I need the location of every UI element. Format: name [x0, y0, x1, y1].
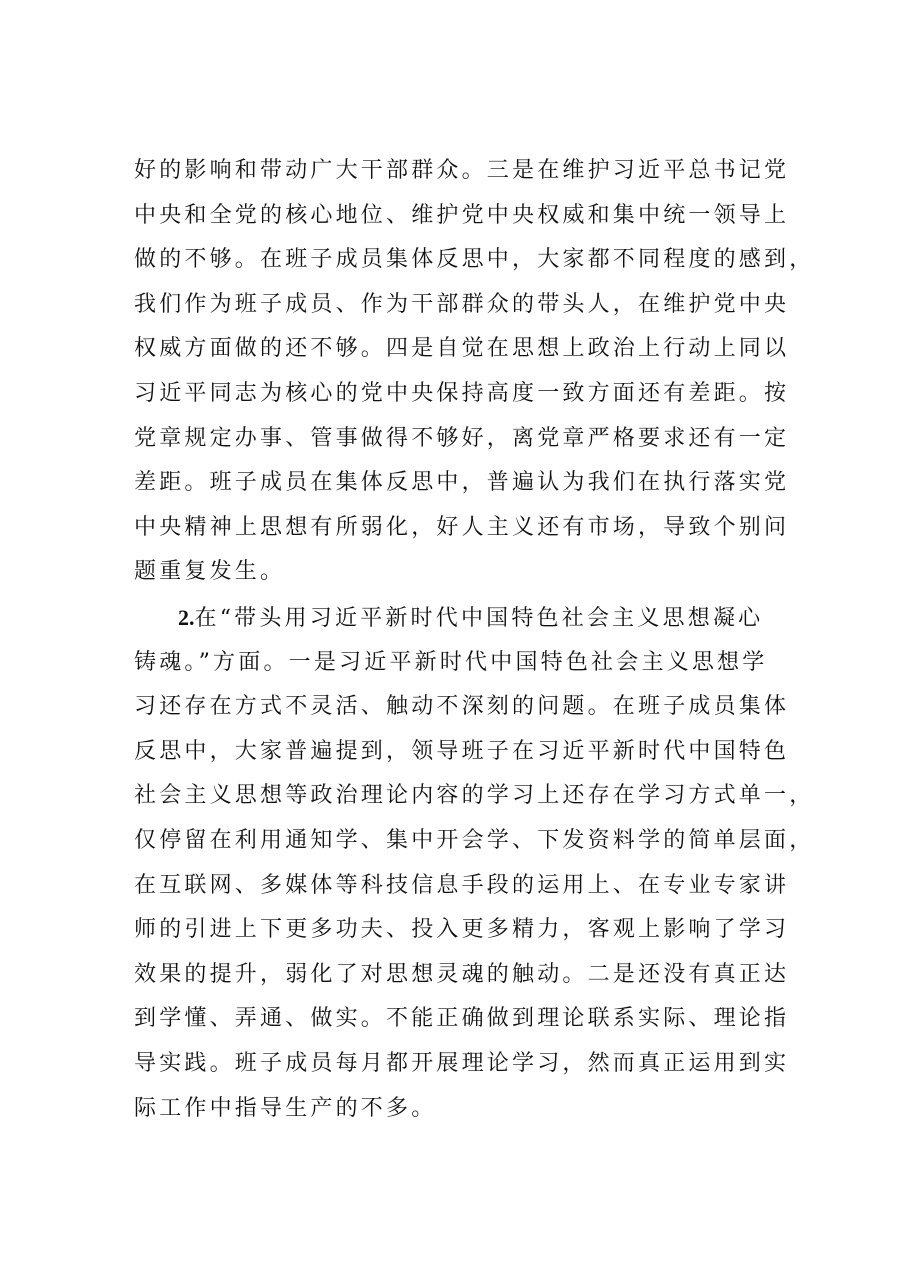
text-line: 到学懂、弄通、做实。不能正确做到理论联系实际、理论指: [134, 1006, 790, 1032]
text-line: 党章规定办事、管事做得不够好，离党章严格要求还有一定: [134, 425, 790, 451]
text-line: 铸魂。”方面。一是习近平新时代中国特色社会主义思想学: [134, 649, 768, 675]
text-line: 好的影响和带动广大干部群众。三是在维护习近平总书记党: [134, 158, 790, 183]
text-line: 权威方面做的还不够。四是自觉在思想上政治上行动上同以: [134, 336, 790, 362]
text-line: 在“带头用习近平新时代中国特色社会主义思想凝心: [194, 606, 764, 631]
paragraph-first-line: [134, 596, 794, 641]
text-line: 反思中，大家普遍提到，领导班子在习近平新时代中国特色: [134, 738, 790, 764]
section-number: 2.: [178, 605, 195, 630]
text-line: 际工作中指导生产的不多。: [134, 1095, 437, 1121]
paragraph-1: [134, 149, 815, 595]
text-line: 在互联网、多媒体等科技信息手段的运用上、在专业专家讲: [134, 872, 790, 898]
text-line: 中央和全党的核心地位、维护党中央权威和集中统一领导上: [134, 202, 790, 228]
text-line: 我们作为班子成员、作为干部群众的带头人，在维护党中央: [134, 291, 790, 317]
text-line: 做的不够。在班子成员集体反思中，大家都不同程度的感到，: [134, 247, 815, 273]
text-line: 差距。班子成员在集体反思中，普遍认为我们在执行落实党: [134, 470, 790, 496]
text-line: 效果的提升，弱化了对思想灵魂的触动。二是还没有真正达: [134, 961, 790, 987]
text-line: 习还存在方式不灵活、触动不深刻的问题。在班子成员集体: [134, 694, 790, 720]
text-line: 师的引进上下更多功夫、投入更多精力，客观上影响了学习: [134, 917, 790, 943]
text-line: 习近平同志为核心的党中央保持高度一致方面还有差距。按: [134, 380, 790, 406]
text-line: 仅停留在利用通知学、集中开会学、下发资料学的简单层面，: [134, 827, 815, 853]
paragraph-2: [134, 596, 815, 1131]
text-line: 社会主义思想等政治理论内容的学习上还存在学习方式单一，: [134, 783, 815, 809]
text-line: 题重复发生。: [134, 559, 286, 585]
text-line: 导实践。班子成员每月都开展理论学习，然而真正运用到实: [134, 1050, 790, 1076]
text-line: 中央精神上思想有所弱化，好人主义还有市场，导致个别问: [134, 514, 790, 540]
